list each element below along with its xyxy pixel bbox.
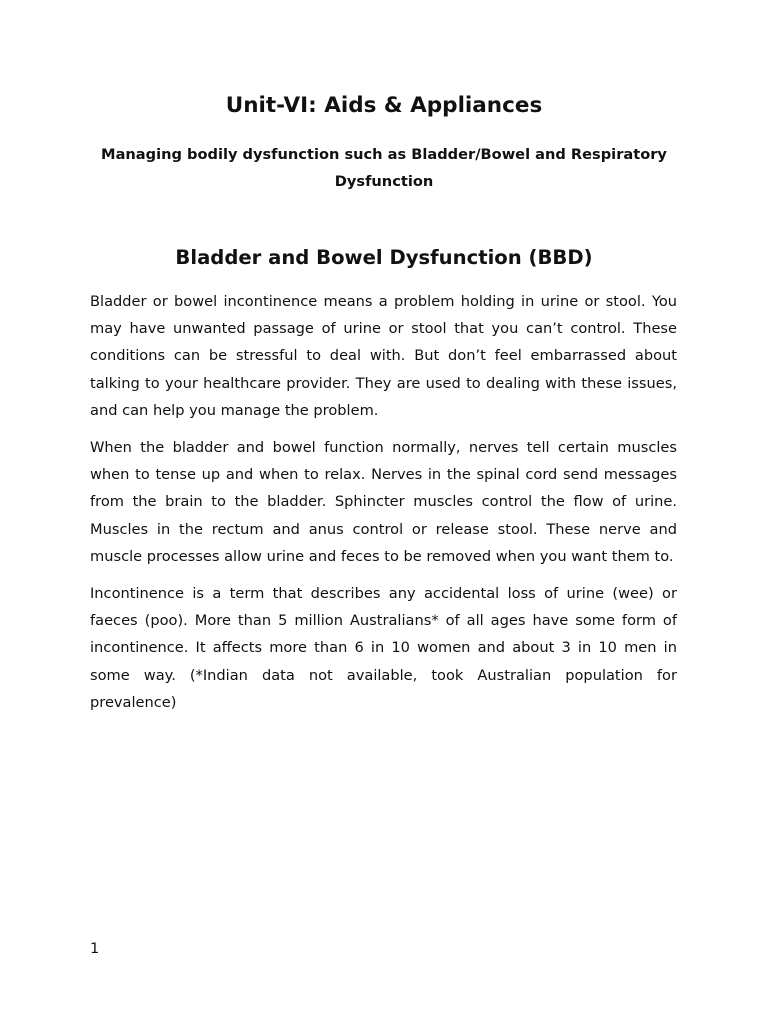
page-title: Unit-VI: Aids & Appliances [225,93,543,118]
body-text [90,288,677,726]
page-number: 1 [90,940,100,957]
paragraph-3: Incontinence is a term that describes any accidental loss of urine (wee) or faeces (poo). More than 5 million Australians* of all ages have some form of incontinence. It affects more than 6 in 10 women and about 3 in 10 men in some way. (*Indian data not available, took Australian population for prevalence) [90,585,677,711]
paragraph-1: Bladder or bowel incontinence means a problem holding in urine or stool. You may have unwanted passage of urine or stool that you can’t control. These conditions can be stressful to deal with. But don’t feel embarrassed about talking to your healthcare provider. They are used to dealing with these issues, and can help you manage the problem. [90,293,677,419]
page-subtitle: Managing bodily dysfunction such as Bladder/Bowel and Respiratory Dysfunction [101,146,667,190]
paragraph-2: When the bladder and bowel function normally, nerves tell certain muscles when to tense up and when to relax. Nerves in the spinal cord send messages from the brain to the bladder. Sphincter muscles control the flow of urine. Muscles in the rectum and anus control or release stool. These nerve and muscle processes allow urine and feces to be removed when you want them to. [90,439,677,565]
section-heading: Bladder and Bowel Dysfunction (BBD) [175,246,593,269]
